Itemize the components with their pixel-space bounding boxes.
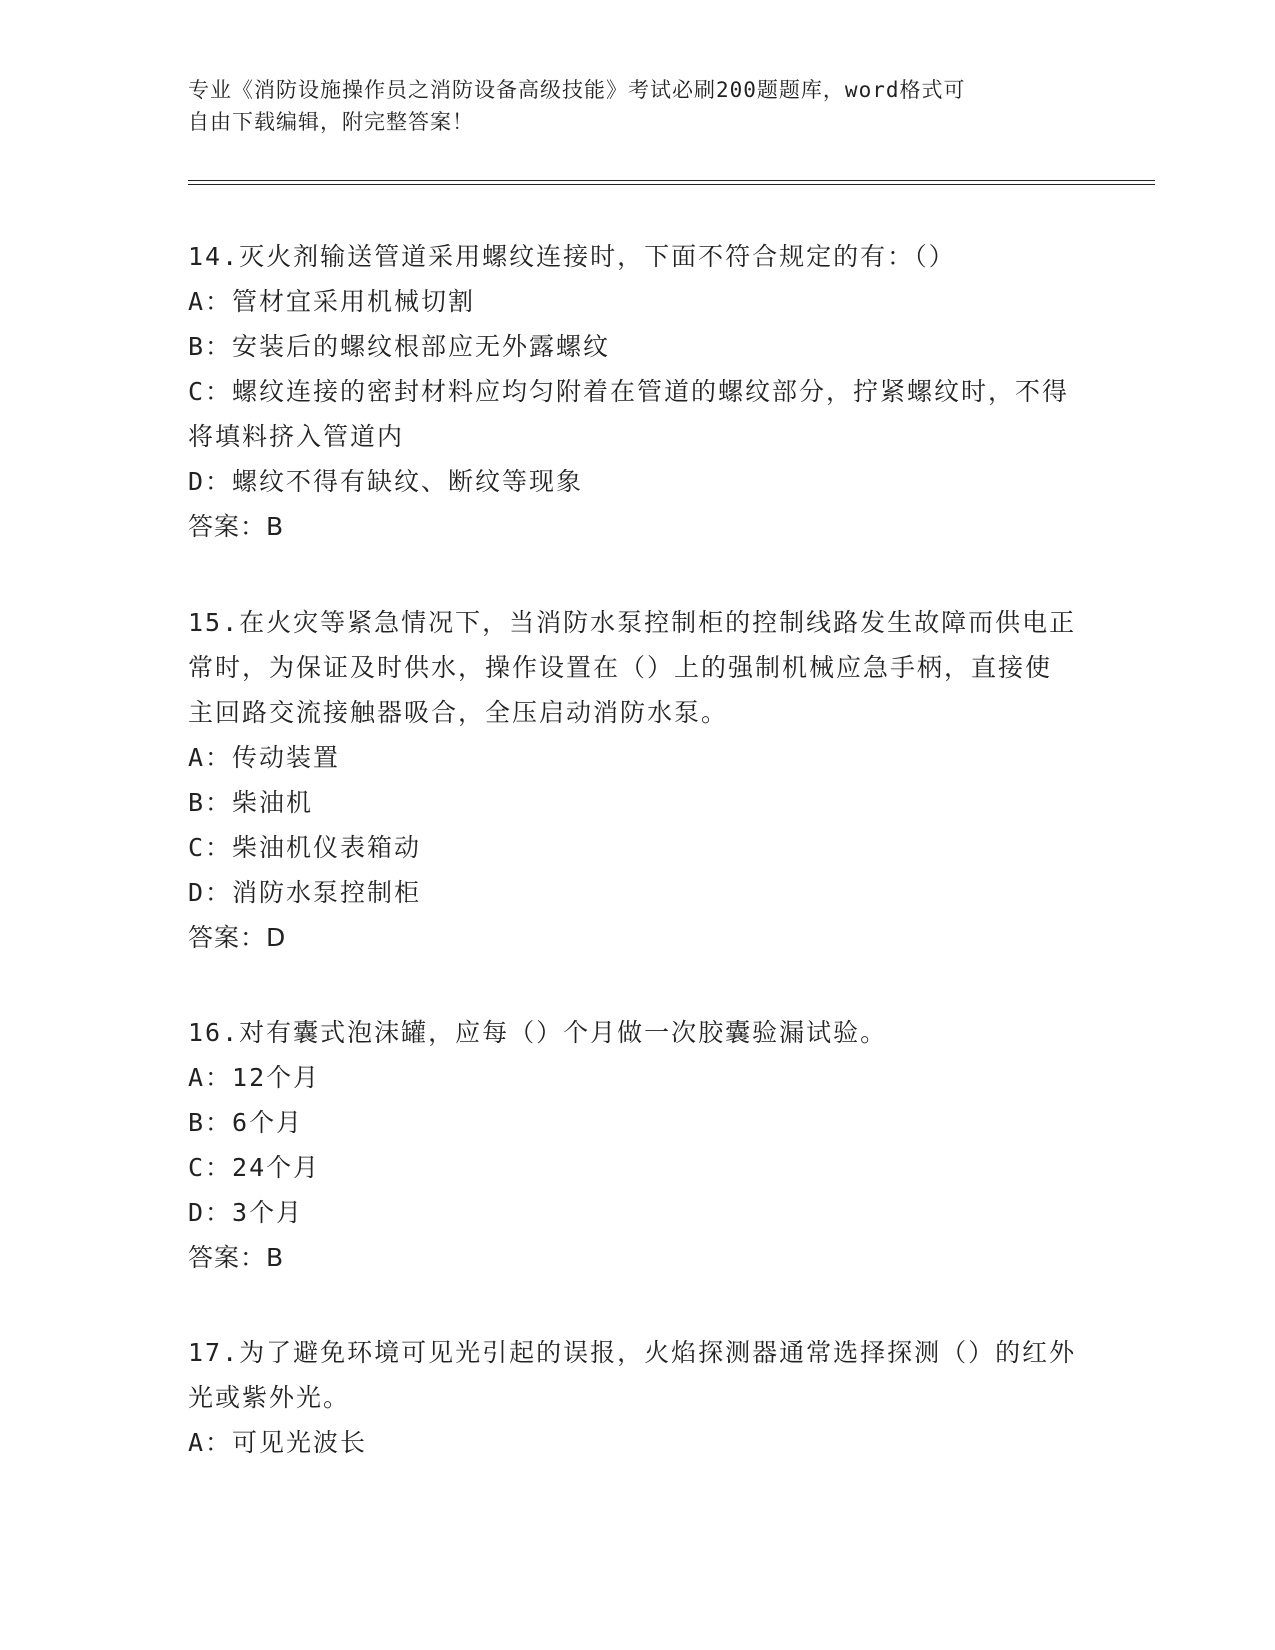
question-stem: 14.灭火剂输送管道采用螺纹连接时，下面不符合规定的有：（） (188, 242, 956, 271)
answer-label: 答案：B (188, 1243, 285, 1272)
option-a: A：12个月 (188, 1063, 321, 1092)
document-header (188, 74, 1068, 138)
option-b: B：6个月 (188, 1108, 304, 1137)
header-divider-bottom (188, 184, 1155, 185)
header-divider-top (188, 180, 1155, 181)
option-a: A：可见光波长 (188, 1428, 368, 1457)
option-c: C：螺纹连接的密封材料应均匀附着在管道的螺纹部分，拧紧螺纹时，不得将填料挤入管道内 (188, 377, 1070, 451)
question-stem: 17.为了避免环境可见光引起的误报，火焰探测器通常选择探测（）的红外光或紫外光。 (188, 1338, 1077, 1412)
option-a: A：传动装置 (188, 743, 341, 772)
option-b: B：柴油机 (188, 788, 314, 817)
question-14 (188, 234, 1078, 549)
option-d: D：3个月 (188, 1198, 304, 1227)
answer-label: 答案：B (188, 512, 285, 541)
question-16 (188, 1010, 1078, 1280)
question-17 (188, 1330, 1078, 1465)
option-c: C：柴油机仪表箱动 (188, 833, 422, 862)
question-15 (188, 600, 1078, 960)
question-stem: 15.在火灾等紧急情况下，当消防水泵控制柜的控制线路发生故障而供电正常时，为保证及时供水，操作设置在（）上的强制机械应急手柄，直接使主回路交流接触器吸合，全压启动消防水泵。 (188, 608, 1077, 727)
option-b: B：安装后的螺纹根部应无外露螺纹 (188, 332, 611, 361)
answer-label: 答案：D (188, 923, 287, 952)
option-d: D：消防水泵控制柜 (188, 878, 422, 907)
option-c: C：24个月 (188, 1153, 321, 1182)
question-stem: 16.对有囊式泡沫罐，应每（）个月做一次胶囊验漏试验。 (188, 1018, 888, 1047)
option-d: D：螺纹不得有缺纹、断纹等现象 (188, 467, 584, 496)
option-a: A：管材宜采用机械切割 (188, 287, 476, 316)
header-line-1: 专业《消防设施操作员之消防设备高级技能》考试必刷200题题库，word格式可 (188, 78, 966, 102)
header-line-2: 自由下载编辑，附完整答案！ (188, 110, 474, 134)
